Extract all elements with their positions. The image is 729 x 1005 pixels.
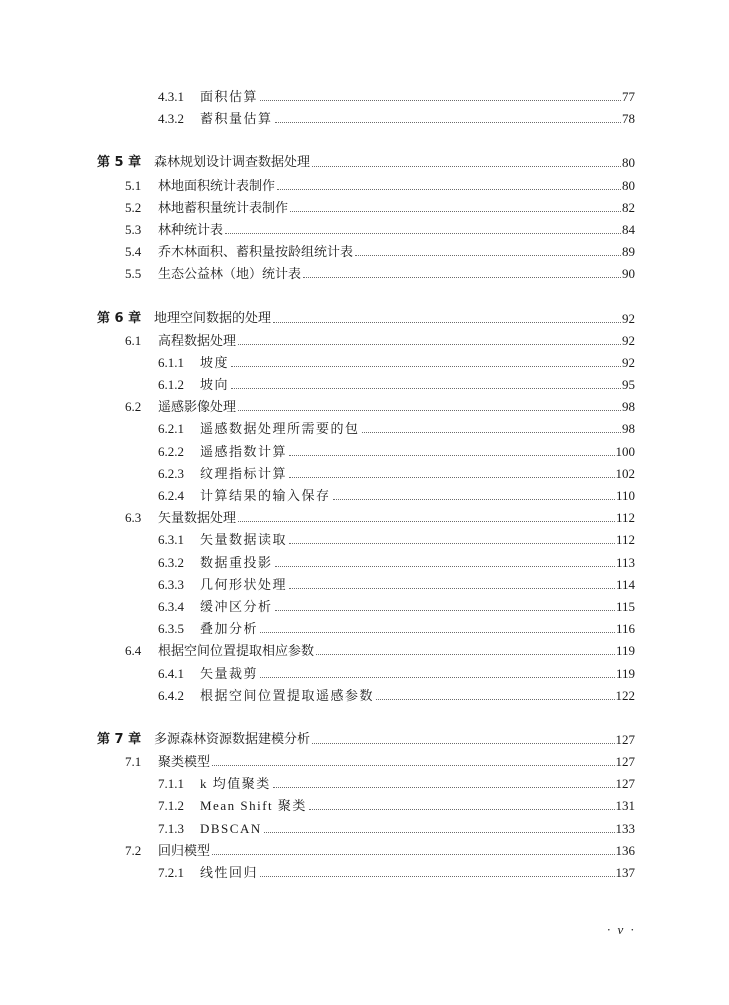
toc-title: 线性回归 <box>200 865 259 880</box>
toc-page-number: 127 <box>615 731 635 747</box>
toc-title: 根据空间位置提取相应参数 <box>158 643 315 659</box>
toc-entry-section <box>0 241 729 263</box>
toc-page-number: 112 <box>615 532 635 548</box>
toc-entry-subsection <box>0 862 729 884</box>
toc-dot-leader <box>312 743 615 744</box>
toc-title: 根据空间位置提取遥感参数 <box>200 687 375 703</box>
toc-page-number: 115 <box>615 598 635 614</box>
toc-title: 缓冲区分析 <box>200 598 273 614</box>
toc-number: 6.4.1 <box>158 665 184 681</box>
toc-entry-chapter <box>0 729 729 751</box>
toc-page-number: 112 <box>615 510 635 526</box>
toc-entry-subsection <box>0 574 729 596</box>
toc-number: 6.4.2 <box>158 687 184 703</box>
toc-entry-subsection <box>0 818 729 840</box>
toc-number: 5.3 <box>125 221 142 237</box>
toc-page-number: 113 <box>615 554 635 570</box>
toc-page-number: 114 <box>615 576 635 592</box>
toc-page-number: 77 <box>622 89 635 104</box>
toc-dot-leader <box>289 543 615 544</box>
toc-number: 7.1.3 <box>158 820 184 836</box>
toc-page-number: 119 <box>615 665 635 681</box>
toc-title: 矢量数据处理 <box>158 510 237 526</box>
toc-dot-leader <box>238 521 615 522</box>
toc-dot-leader <box>260 677 615 678</box>
toc-number: 6.3.4 <box>158 598 184 614</box>
toc-entry-section <box>0 197 729 219</box>
toc-entry-subsection <box>0 108 729 130</box>
toc-number: 6.3 <box>125 510 142 526</box>
toc-title: DBSCAN <box>200 820 262 836</box>
toc-title: Mean Shift 聚类 <box>200 798 307 814</box>
toc-title: 遥感数据处理所需要的包 <box>200 421 360 437</box>
toc-title: 林地面积统计表制作 <box>158 177 276 193</box>
toc-page-number: 84 <box>622 221 635 237</box>
toc-number: 7.2.1 <box>158 865 184 880</box>
toc-page-number: 100 <box>615 443 635 459</box>
toc-entry-section <box>0 175 729 197</box>
toc-page-number: 92 <box>622 354 635 370</box>
toc-page-number: 133 <box>615 820 635 836</box>
toc-dot-leader <box>275 122 621 123</box>
toc-dot-leader <box>376 699 615 700</box>
toc-entry-section <box>0 396 729 418</box>
toc-entry-subsection <box>0 352 729 374</box>
toc-page-number: 95 <box>622 377 635 393</box>
toc-entry-subsection <box>0 441 729 463</box>
toc-dot-leader <box>238 410 621 411</box>
toc-number: 6.2 <box>125 399 142 415</box>
toc-dot-leader <box>289 455 615 456</box>
toc-title: 地理空间数据的处理 <box>154 310 272 326</box>
toc-title: 回归模型 <box>158 842 211 858</box>
toc-dot-leader <box>312 166 621 167</box>
toc-number: 7.1.2 <box>158 798 184 814</box>
toc-entry-chapter <box>0 152 729 174</box>
toc-dot-leader <box>355 255 621 256</box>
toc-number: 6.2.1 <box>158 421 184 437</box>
toc-entry-section <box>0 640 729 662</box>
toc-dot-leader <box>309 809 615 810</box>
toc-title: 数据重投影 <box>200 554 273 570</box>
toc-title: 多源森林资源数据建模分析 <box>154 731 311 747</box>
toc-number: 6.3.3 <box>158 576 184 592</box>
toc-number: 7.1 <box>125 754 142 770</box>
toc-dot-leader <box>225 233 621 234</box>
toc-title: 纹理指标计算 <box>200 465 288 481</box>
toc-entry-section <box>0 219 729 241</box>
toc-dot-leader <box>231 388 621 389</box>
toc-title: 聚类模型 <box>158 754 211 770</box>
toc-entry-subsection <box>0 596 729 618</box>
toc-entry-section <box>0 263 729 285</box>
toc-page-number: 110 <box>615 488 635 503</box>
toc-entry-subsection <box>0 86 729 108</box>
toc-entry-subsection <box>0 685 729 707</box>
toc-entry-subsection <box>0 663 729 685</box>
page-number-footer: · v · <box>607 922 636 937</box>
toc-entry-subsection <box>0 552 729 574</box>
toc-title: 生态公益林（地）统计表 <box>158 266 302 282</box>
toc-entry-subsection <box>0 485 729 507</box>
toc-dot-leader <box>260 100 621 101</box>
toc-title: 蓄积量估算 <box>200 111 273 127</box>
toc-number: 4.3.2 <box>158 111 184 127</box>
toc-title: k 均值聚类 <box>200 776 271 792</box>
toc-page-number: 119 <box>615 643 635 659</box>
toc-title: 几何形状处理 <box>200 576 288 592</box>
toc-number: 6.2.4 <box>158 488 184 503</box>
toc-dot-leader <box>290 211 621 212</box>
toc-number: 6.2.2 <box>158 443 184 459</box>
toc-dot-leader <box>277 189 621 190</box>
toc-dot-leader <box>212 854 615 855</box>
toc-title: 矢量裁剪 <box>200 665 259 681</box>
toc-number: 7.2 <box>125 842 142 858</box>
toc-title: 矢量数据读取 <box>200 532 288 548</box>
toc-entry-subsection <box>0 618 729 640</box>
toc-title: 坡度 <box>200 354 230 370</box>
toc-dot-leader <box>273 322 621 323</box>
toc-number: 6.4 <box>125 643 142 659</box>
toc-page-number: 92 <box>622 332 635 348</box>
toc-entry-subsection <box>0 773 729 795</box>
toc-page-number: 136 <box>615 842 635 858</box>
toc-page-number: 98 <box>622 421 635 437</box>
toc-number: 6.1.2 <box>158 377 184 393</box>
toc-entry-subsection <box>0 463 729 485</box>
toc-dot-leader <box>289 477 615 478</box>
toc-page-number: 127 <box>615 776 635 792</box>
toc-page-number: 80 <box>622 155 635 171</box>
toc-number: 5.2 <box>125 199 142 215</box>
toc-page-number: 80 <box>622 177 635 193</box>
toc-dot-leader <box>289 588 615 589</box>
toc-dot-leader <box>275 566 615 567</box>
toc-dot-leader <box>362 432 621 433</box>
toc-entry-subsection <box>0 795 729 817</box>
toc-dot-leader <box>212 765 615 766</box>
toc-dot-leader <box>238 344 621 345</box>
toc-title: 遥感影像处理 <box>158 399 237 415</box>
toc-entry-section <box>0 507 729 529</box>
toc-title: 叠加分析 <box>200 621 259 637</box>
toc-dot-leader <box>316 654 615 655</box>
toc-title: 面积估算 <box>200 89 259 104</box>
toc-page-number: 89 <box>622 244 635 260</box>
toc-title: 乔木林面积、蓄积量按龄组统计表 <box>158 244 354 260</box>
toc-number: 7.1.1 <box>158 776 184 792</box>
table-of-contents <box>0 86 729 884</box>
toc-number: 6.3.2 <box>158 554 184 570</box>
toc-number: 4.3.1 <box>158 89 184 104</box>
toc-page-number: 92 <box>622 310 635 326</box>
toc-page-number: 102 <box>615 465 635 481</box>
toc-page-number: 116 <box>615 621 635 637</box>
toc-dot-leader <box>333 499 615 500</box>
toc-number: 6.1.1 <box>158 354 184 370</box>
toc-entry-section <box>0 751 729 773</box>
toc-number: 5.4 <box>125 244 142 260</box>
toc-dot-leader <box>264 832 615 833</box>
toc-title: 遥感指数计算 <box>200 443 288 459</box>
toc-page-number: 122 <box>615 687 635 703</box>
toc-dot-leader <box>273 787 615 788</box>
toc-page-number: 78 <box>622 111 635 127</box>
toc-entry-chapter <box>0 308 729 330</box>
toc-number: 6.1 <box>125 332 142 348</box>
toc-entry-subsection <box>0 418 729 440</box>
toc-number: 6.3.1 <box>158 532 184 548</box>
toc-number: 第 5 章 <box>97 155 142 171</box>
toc-entry-subsection <box>0 374 729 396</box>
toc-title: 林种统计表 <box>158 221 224 237</box>
toc-number: 第 6 章 <box>97 310 142 326</box>
toc-page-number: 90 <box>622 266 635 282</box>
toc-page-number: 137 <box>615 865 635 880</box>
toc-title: 计算结果的输入保存 <box>200 488 331 503</box>
toc-entry-section <box>0 840 729 862</box>
toc-dot-leader <box>303 277 621 278</box>
toc-number: 5.1 <box>125 177 142 193</box>
toc-entry-section <box>0 330 729 352</box>
toc-page-number: 82 <box>622 199 635 215</box>
toc-dot-leader <box>260 876 615 877</box>
toc-dot-leader <box>231 366 621 367</box>
toc-title: 高程数据处理 <box>158 332 237 348</box>
toc-number: 5.5 <box>125 266 142 282</box>
toc-dot-leader <box>275 610 615 611</box>
toc-entry-subsection <box>0 529 729 551</box>
toc-page-number: 98 <box>622 399 635 415</box>
toc-number: 6.2.3 <box>158 465 184 481</box>
toc-page-number: 127 <box>615 754 635 770</box>
toc-title: 坡向 <box>200 377 230 393</box>
toc-title: 林地蓄积量统计表制作 <box>158 199 289 215</box>
toc-dot-leader <box>260 632 615 633</box>
toc-page-number: 131 <box>615 798 635 814</box>
toc-title: 森林规划设计调查数据处理 <box>154 155 311 171</box>
toc-number: 第 7 章 <box>97 731 142 747</box>
toc-number: 6.3.5 <box>158 621 184 637</box>
